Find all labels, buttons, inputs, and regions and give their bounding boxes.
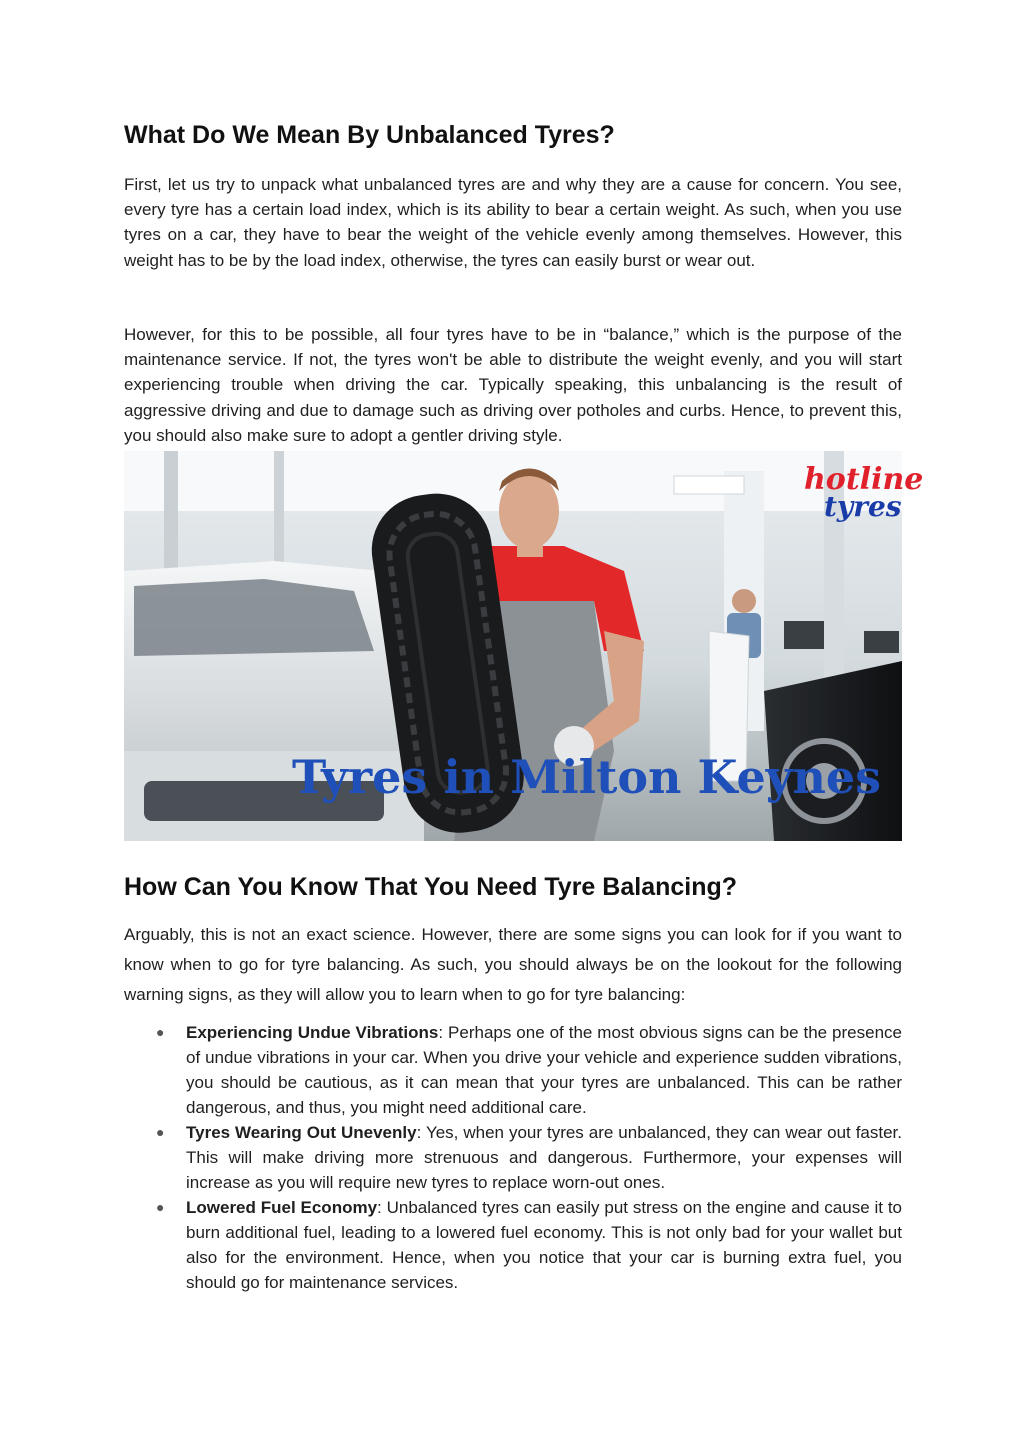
list-item-text: : Perhaps one of the most obvious signs can be the presence of undue vibrations in your car. When you drive your vehicle and experience sudden vibrations, you should be cautious, as it can mean that your tyres are unbalanced. This can be rather dangerous, and thus, you might need additional care. (186, 1023, 902, 1117)
mechanic-photo (124, 451, 924, 841)
bullet-icon: ● (156, 1199, 165, 1215)
list-item-text: : Yes, when your tyres are unbalanced, they can wear out faster. This will make driving more strenuous and dangerous. Furthermore, your expenses will increase as you will require new tyres to replace worn-out ones. (186, 1123, 903, 1192)
paragraph-warning-signs-intro: Arguably, this is not an exact science. However, there are some signs you can look for if you want to know when to go for tyre balancing. As such, you should always be on the lookout for the following warning signs, as they will allow you to learn when to go for tyre balancing: (124, 925, 902, 1004)
svg-text:hotline: hotline (804, 462, 924, 497)
warning-signs-list (124, 1020, 902, 1295)
list-item-title: Lowered Fuel Economy (186, 1198, 378, 1217)
bullet-icon: ● (156, 1124, 165, 1140)
list-item-title: Tyres Wearing Out Unevenly (186, 1123, 417, 1142)
list-item (124, 1020, 902, 1120)
paragraph-balance-purpose: However, for this to be possible, all four tyres have to be in “balance,” which is the purpose of the maintenance service. If not, the tyres won't be able to distribute the weight evenly, and you will start experiencing trouble when driving the car. Typically speaking, this unbalancing is the result of aggressive driving and due to damage such as driving over potholes and curbs. Hence, to prevent this, you should also make sure to adopt a gentler driving style. (124, 325, 902, 445)
list-item-title: Experiencing Undue Vibrations (186, 1023, 439, 1042)
section-heading-need-balancing: How Can You Know That You Need Tyre Balancing? (124, 873, 738, 901)
bullet-icon: ● (156, 1024, 165, 1040)
section-heading-unbalanced-tyres: What Do We Mean By Unbalanced Tyres? (124, 121, 615, 149)
paragraph-unbalanced-intro: First, let us try to unpack what unbalanced tyres are and why they are a cause for concern. You see, every tyre has a certain load index, which is its ability to bear a certain weight. As such, when you use tyres on a car, they have to bear the weight of the vehicle evenly among themselves. However, this weight has to be by the load index, otherwise, the tyres can easily burst or wear out. (124, 175, 902, 270)
list-item (124, 1120, 902, 1195)
list-item-text: : Unbalanced tyres can easily put stress on the engine and cause it to burn additional fuel, leading to a lowered fuel economy. This is not only bad for your wallet but also for the environment. Hence, when you notice that your car is burning extra fuel, you should go for maintenance services. (186, 1198, 902, 1292)
list-item (124, 1195, 902, 1295)
photo-caption: Tyres in Milton Keynes (292, 750, 882, 804)
svg-text:tyres: tyres (824, 490, 902, 523)
